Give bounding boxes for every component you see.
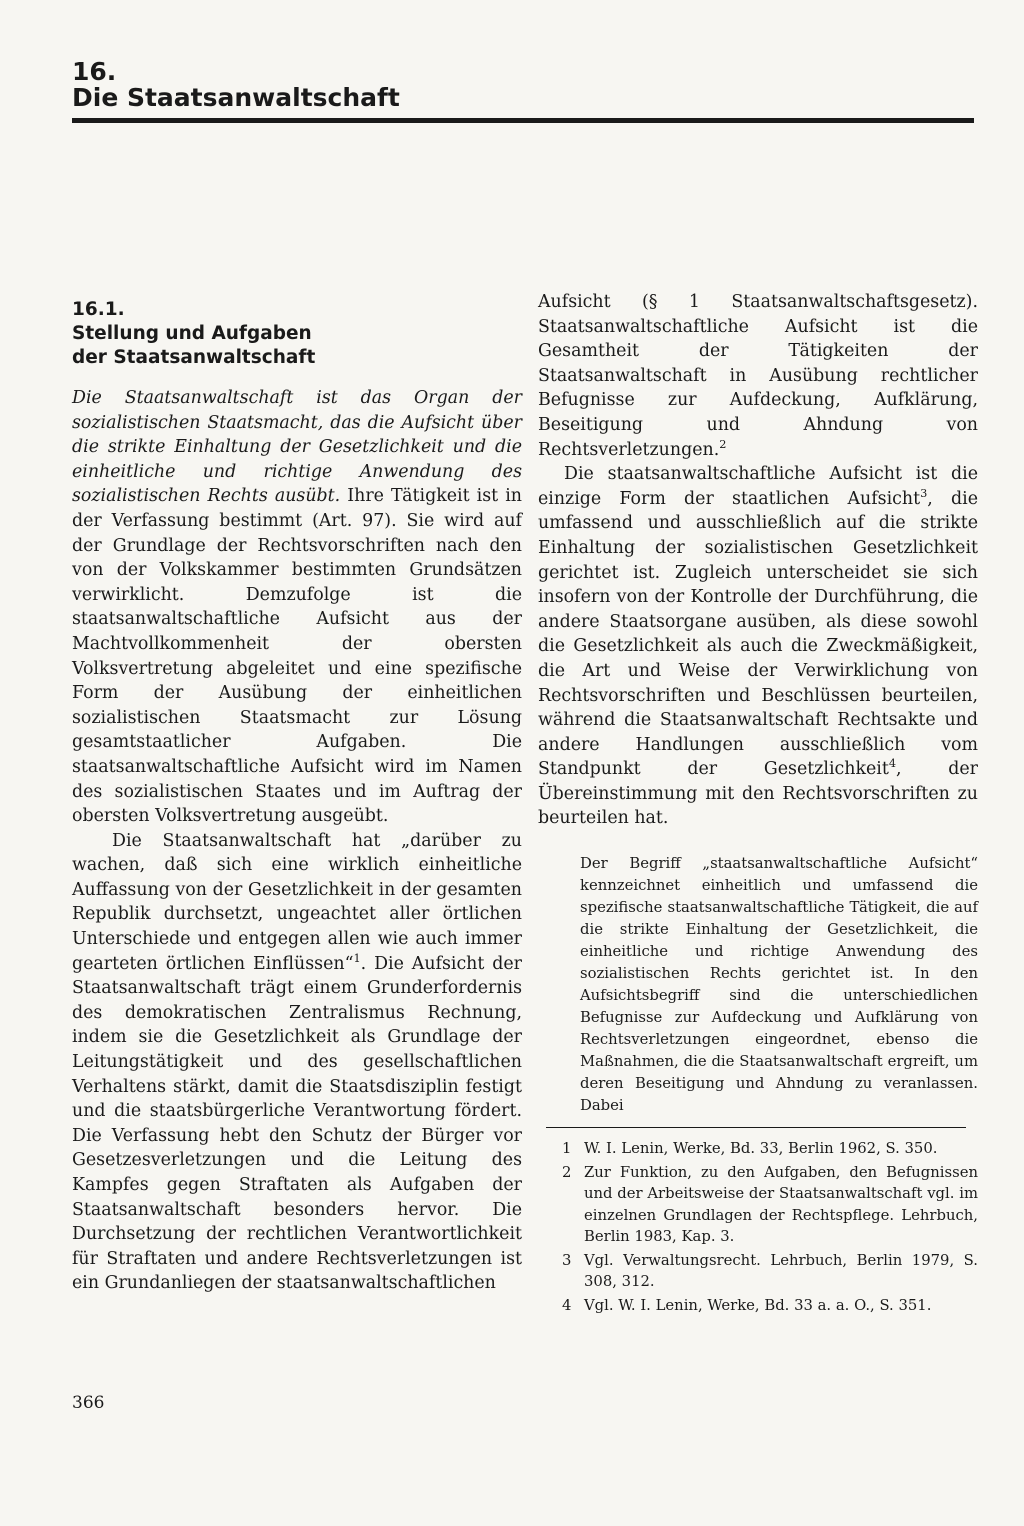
paragraph-4	[538, 462, 978, 831]
footnote-item	[562, 1162, 978, 1248]
footnote-item	[562, 1250, 978, 1293]
chapter-rule	[72, 118, 974, 123]
footnote-text: Vgl. W. I. Lenin, Werke, Bd. 33 a. a. O., S. 351.	[584, 1296, 932, 1314]
footnote-number: 2	[562, 1163, 572, 1181]
page-number: 366	[72, 1393, 105, 1413]
paragraph-2-text-a: Die Staatsanwaltschaft hat „darüber zu wachen, daß sich eine wirklich einheitliche Auffassung von der Gesetzlichkeit in der gesamten Republik durchsetzt, ungeachtet aller örtlichen Unterschiede und entgegen allen wie auch immer gearteten örtlichen Einflüssen“	[72, 830, 522, 974]
section-title-line2: der Staatsanwaltschaft	[72, 347, 316, 368]
footnote-item	[562, 1138, 978, 1160]
footnote-item	[562, 1295, 978, 1317]
section-title	[72, 322, 522, 370]
paragraph-4-text-b: , die umfassend und ausschließlich auf die strikte Einhaltung der sozialistischen Gesetzlichkeit gerichtet ist. Zugleich unterscheidet sie sich insofern von der Kontrolle der Durchführung, die andere Staatsorgane ausüben, als diese sowohl die Gesetzlichkeit als auch die Zweckmäßigkeit, die Art und Weise der Verwirklichung von Rechtsvorschriften und Beschlüssen beurteilen, während die Staatsanwaltschaft Rechtsakte und andere Handlungen ausschließlich vom Standpunkt der Gesetzlichkeit	[538, 488, 978, 780]
chapter-number: 16.	[72, 57, 117, 86]
paragraph-2	[72, 829, 522, 1296]
chapter-title: Die Staatsanwaltschaft	[72, 83, 400, 112]
paragraph-lead	[72, 386, 522, 829]
footnote-ref-1[interactable]: 1	[353, 951, 361, 965]
footnote-rule	[546, 1127, 966, 1128]
footnote-number: 3	[562, 1251, 572, 1269]
section-title-line1: Stellung und Aufgaben	[72, 323, 312, 344]
left-column	[72, 298, 522, 1296]
paragraph-4-text-a: Die staatsanwaltschaftliche Aufsicht ist die einzige Form der staatlichen Aufsicht	[538, 464, 978, 509]
footnote-text: Zur Funktion, zu den Aufgaben, den Befugnissen und der Arbeitsweise der Staatsanwaltschaft vgl. im einzelnen Grundlagen der Rechtspflege. Lehrbuch, Berlin 1983, Kap. 3.	[584, 1163, 978, 1246]
paragraph-4-text-c: , der Übereinstimmung mit den Rechtsvorschriften zu beurteilen hat.	[538, 759, 978, 829]
lead-rest: Ihre Tätigkeit ist in der Verfassung bestimmt (Art. 97). Sie wird auf der Grundlage der Rechtsvorschriften nach den von der Volkskammer bestimmten Grundsätzen verwirklicht. Demzufolge ist die staatsanwaltschaftliche Aufsicht aus der Machtvollkommenheit der obersten Volksvertretung abgeleitet und eine spezifische Form der Ausübung der einheitlichen sozialistischen Staatsmacht zur Lösung gesamtstaatlicher Aufgaben. Die staatsanwaltschaftliche Aufsicht wird im Namen des sozialistischen Staates und im Auftrag der obersten Volksvertretung ausgeübt.	[72, 486, 522, 827]
paragraph-3	[538, 290, 978, 462]
lead-italic: Die Staatsanwaltschaft ist das Organ der sozialistischen Staatsmacht, das die Aufsicht über die strikte Einhaltung der Gesetzlichkeit und die einheitliche und richtige Anwendung des sozialistischen Rechts ausübt.	[72, 388, 522, 507]
footnote-number: 4	[562, 1296, 572, 1314]
note-block: Der Begriff „staatsanwaltschaftliche Aufsicht“ kennzeichnet einheitlich und umfassend die spezifische staatsanwaltschaftliche Tätigkeit, die auf die strikte Einhaltung der Gesetzlichkeit, die einheitliche und richtige Anwendung des sozialistischen Rechts gerichtet ist. In den Aufsichtsbegriff sind die unterschiedlichen Befugnisse zur Aufdeckung und Aufklärung von Rechtsverletzungen eingeordnet, ebenso die Maßnahmen, die die Staatsanwaltschaft ergreift, um deren Beseitigung und Ahndung zu veranlassen. Dabei	[580, 855, 978, 1115]
footnote-list	[538, 1138, 978, 1316]
footnote-number: 1	[562, 1140, 572, 1158]
footnote-text: Vgl. Verwaltungsrecht. Lehrbuch, Berlin 1979, S. 308, 312.	[584, 1251, 978, 1291]
footnote-ref-3[interactable]: 3	[920, 486, 928, 500]
footnote-ref-4[interactable]: 4	[888, 757, 897, 771]
paragraph-2-text-b: . Die Aufsicht der Staatsanwaltschaft trägt einem Grunderfordernis des demokratischen Zentralismus Rechnung, indem sie die Gesetzlichkeit als Grundlage der Leitungstätigkeit und des gesellschaftlichen Verhaltens stärkt, damit die Staatsdisziplin festigt und die staatsbürgerliche Verantwortung fördert. Die Verfassung hebt den Schutz der Bürger vor Gesetzesverletzungen und die Leitung des Kampfes gegen Straftaten als Aufgaben der Staatsanwaltschaft besonders hervor. Die Durchsetzung der rechtlichen Verantwortlichkeit für Straftaten und andere Rechtsverletzungen ist ein Grundanliegen der staatsanwaltschaftlichen	[72, 953, 522, 1294]
paragraph-3-text: Aufsicht (§ 1 Staatsanwaltschaftsgesetz). Staatsanwaltschaftliche Aufsicht ist die Gesamtheit der Tätigkeiten der Staatsanwaltschaft in Ausübung rechtlicher Befugnisse zur Aufdeckung, Aufklärung, Beseitigung und Ahndung von Rechtsverletzungen.	[538, 292, 978, 460]
right-column	[538, 290, 978, 1318]
footnote-text: W. I. Lenin, Werke, Bd. 33, Berlin 1962, S. 350.	[584, 1140, 938, 1158]
section-number: 16.1.	[72, 299, 125, 320]
footnote-ref-2[interactable]: 2	[719, 437, 727, 451]
